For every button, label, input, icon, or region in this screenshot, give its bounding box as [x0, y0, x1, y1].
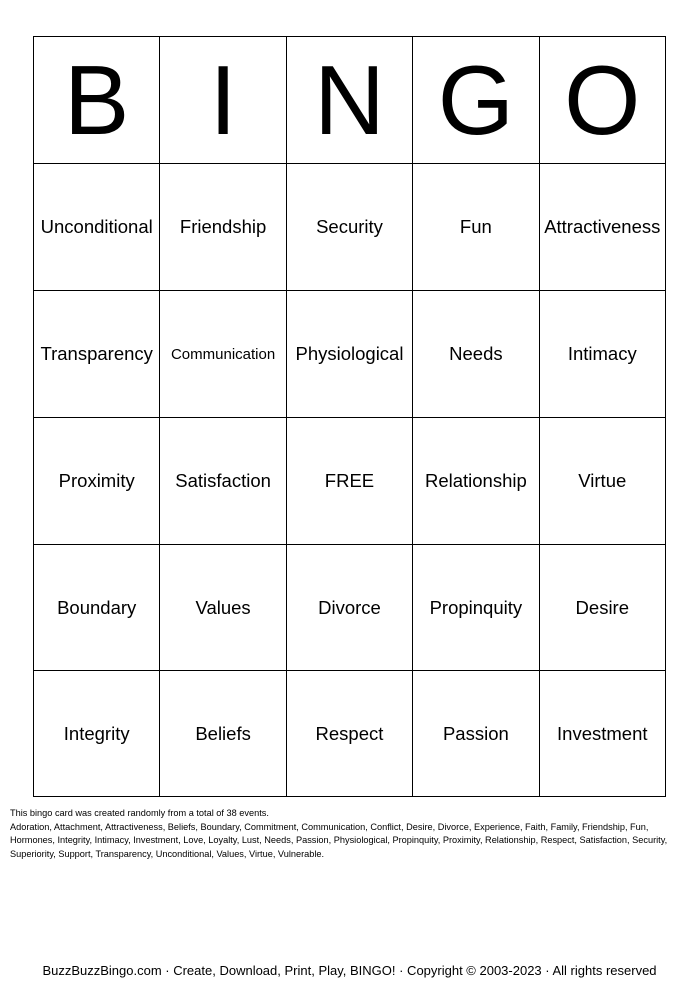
bingo-cell: Relationship — [413, 418, 539, 545]
bingo-cell: Communication — [160, 291, 286, 418]
bingo-card — [33, 36, 666, 797]
bingo-cell: Satisfaction — [160, 418, 286, 545]
header-letter-i: I — [160, 37, 286, 164]
header-letter-n: N — [286, 37, 412, 164]
header-letter-b: B — [34, 37, 160, 164]
bingo-cell: Fun — [413, 164, 539, 291]
bingo-cell: Boundary — [34, 545, 160, 671]
bingo-cell: Transparency — [34, 291, 160, 418]
card-info — [10, 807, 694, 861]
bingo-cell: Integrity — [34, 671, 160, 797]
bingo-row — [34, 164, 666, 291]
card-info-note: This bingo card was created randomly from a total of 38 events. — [10, 808, 269, 818]
bingo-cell: Physiological — [286, 291, 412, 418]
bingo-cell: Intimacy — [539, 291, 665, 418]
bingo-cell: Investment — [539, 671, 665, 797]
events-list: Adoration, Attachment, Attractiveness, Beliefs, Boundary, Commitment, Communication, Conflict, Desire, Divorce, Experience, Faith, Family, Friendship, Fun, Hormones, Integrity, Intimacy, Investment, Love, Loyalty, Lust, Needs, Passion, Physiological, Propinquity, Proximity, Relationship, Respect, Satisfaction, Security, Superiority, Support, Transparency, Unconditional, Values, Virtue, Vulnerable. — [10, 821, 668, 859]
bingo-cell: Values — [160, 545, 286, 671]
bingo-row — [34, 671, 666, 797]
bingo-cell: Proximity — [34, 418, 160, 545]
bingo-cell: Desire — [539, 545, 665, 671]
bingo-cell: Friendship — [160, 164, 286, 291]
bingo-row — [34, 418, 666, 545]
bingo-cell: Unconditional — [34, 164, 160, 291]
bingo-cell: Virtue — [539, 418, 665, 545]
bingo-cell: Needs — [413, 291, 539, 418]
free-space-cell: FREE — [286, 418, 412, 545]
bingo-row — [34, 291, 666, 418]
bingo-cell: Respect — [286, 671, 412, 797]
bingo-row — [34, 545, 666, 671]
bingo-cell: Attractiveness — [539, 164, 665, 291]
footer-text: BuzzBuzzBingo.com · Create, Download, Print, Play, BINGO! · Copyright © 2003-2023 · All rights reserved — [42, 963, 657, 978]
bingo-cell: Passion — [413, 671, 539, 797]
bingo-cell: Divorce — [286, 545, 412, 671]
header-row — [34, 37, 666, 164]
header-letter-g: G — [413, 37, 539, 164]
header-letter-o: O — [539, 37, 665, 164]
bingo-cell: Beliefs — [160, 671, 286, 797]
bingo-cell: Security — [286, 164, 412, 291]
bingo-cell: Propinquity — [413, 545, 539, 671]
